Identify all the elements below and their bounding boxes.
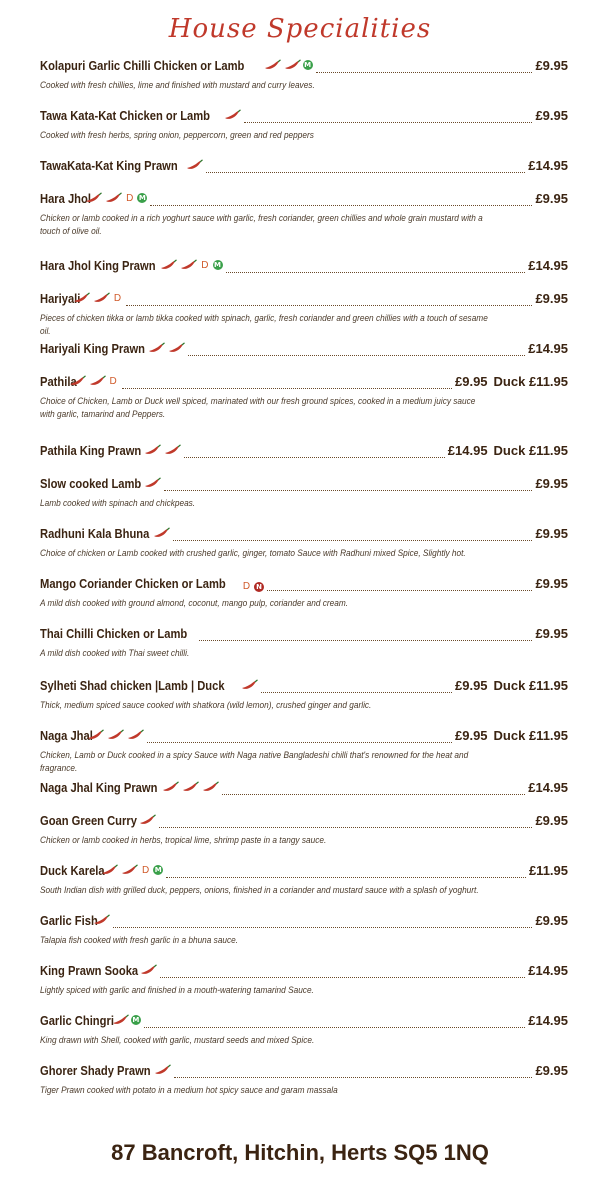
price-value: £9.95 — [535, 191, 568, 206]
price-value: £14.95 — [528, 780, 568, 795]
dish-icons — [241, 581, 264, 592]
dish-name: Hariyali King Prawn — [40, 341, 146, 356]
dish-description: Chicken or lamb cooked in herbs, tropical lime, shrimp paste in a tangy sauce. — [40, 835, 327, 845]
dairy-icon: D — [242, 581, 251, 592]
menu-item-row — [40, 1013, 568, 1033]
menu-item-row — [40, 813, 568, 833]
price-value: £9.95 — [535, 58, 568, 73]
price-value: £9.95 — [535, 526, 568, 541]
dot-leader — [226, 264, 526, 273]
dish-price — [528, 258, 568, 273]
dish-price — [535, 813, 568, 828]
dish-price — [535, 476, 568, 491]
mild-badge-icon: M — [154, 866, 162, 874]
dish-name: Garlic Fish — [40, 913, 98, 928]
dish-name: Goan Green Curry — [40, 813, 137, 828]
chili-icon — [179, 259, 197, 271]
dish-icons — [143, 477, 161, 489]
price-value: £9.95 — [535, 626, 568, 641]
dish-description: Tiger Prawn cooked with potato in a medium hot spicy sauce and garam massala — [40, 1085, 338, 1095]
dot-leader — [267, 582, 532, 591]
dish-icons — [92, 914, 110, 926]
menu-item-row — [40, 963, 568, 983]
dot-leader — [316, 64, 533, 73]
chili-icon — [68, 375, 86, 387]
dish-description: Chicken or lamb cooked in a rich yoghurt sauce with garlic, fresh coriander, green chillies and whole grain mustard with a touch of olive oil. — [40, 213, 483, 236]
chili-icon — [120, 864, 138, 876]
menu-item — [40, 341, 568, 361]
price-value: £9.95 — [535, 913, 568, 928]
dish-price — [528, 158, 568, 173]
chili-icon — [139, 964, 157, 976]
dish-price — [535, 1063, 568, 1078]
menu-item — [40, 678, 568, 712]
dish-name: Radhuni Kala Bhuna — [40, 526, 150, 541]
dish-icons — [139, 964, 157, 976]
dish-icons — [138, 814, 156, 826]
menu-item — [40, 108, 568, 142]
menu-item-row — [40, 863, 568, 883]
dish-price — [448, 443, 568, 458]
price-value: £9.95 — [535, 576, 568, 591]
dish-name: Mango Coriander Chicken or Lamb — [40, 576, 226, 591]
dish-description: Choice of Chicken, Lamb or Duck well spiced, marinated with our fresh ground spices, cooked in a medium juicy sauce with garlic, tamarind and Peppers. — [40, 396, 476, 419]
dish-name: King Prawn Sooka — [40, 963, 139, 978]
menu-item-row — [40, 780, 568, 800]
chili-icon — [163, 444, 181, 456]
menu-item-row — [40, 291, 568, 311]
dish-icons — [111, 1014, 141, 1026]
chili-icon — [84, 192, 102, 204]
dot-leader — [261, 684, 452, 693]
dish-price — [535, 291, 568, 306]
dish-description: Cooked with fresh chillies, lime and finished with mustard and curry leaves. — [40, 80, 315, 90]
menu-title: House Specialities — [168, 14, 432, 44]
menu-item-row — [40, 526, 568, 546]
chili-icon — [263, 59, 281, 71]
menu-item — [40, 1063, 568, 1097]
menu-item — [40, 813, 568, 847]
chili-icon — [92, 914, 110, 926]
dish-description: South Indian dish with grilled duck, peppers, onions, finished in a coriander and mustard sauce with a splash of yoghurt. — [40, 885, 479, 895]
dish-icons — [240, 679, 258, 691]
menu-item-row — [40, 1063, 568, 1083]
chili-icon — [152, 527, 170, 539]
dish-name: Thai Chilli Chicken or Lamb — [40, 626, 188, 641]
menu-item — [40, 780, 568, 800]
dish-name: Pathila — [40, 374, 77, 389]
menu-item — [40, 476, 568, 510]
chili-icon — [126, 729, 144, 741]
menu-item — [40, 913, 568, 947]
dish-price — [528, 341, 568, 356]
dot-leader — [147, 734, 452, 743]
dish-price — [528, 780, 568, 795]
menu-item-row — [40, 191, 568, 211]
dish-icons — [86, 729, 144, 741]
chili-icon — [86, 729, 104, 741]
price-value: £14.95 — [528, 963, 568, 978]
dish-price — [535, 526, 568, 541]
dish-description: Talapia fish cooked with fresh garlic in a bhuna sauce. — [40, 935, 239, 945]
menu-item-row — [40, 158, 568, 178]
price-value: £14.95 — [528, 341, 568, 356]
dish-description: Chicken, Lamb or Duck cooked in a spicy Sauce with Naga native Bangladeshi chilli that's renowned for the heat and fragrance. — [40, 750, 469, 773]
chili-icon — [185, 159, 203, 171]
menu-item — [40, 374, 568, 421]
dish-icons — [161, 781, 219, 793]
price-value: £14.95 — [528, 258, 568, 273]
dish-name: Ghorer Shady Prawn — [40, 1063, 151, 1078]
menu-item-row — [40, 341, 568, 361]
dish-description: Thick, medium spiced sauce cooked with shatkora (wild lemon), crushed ginger and garlic. — [40, 700, 372, 710]
dairy-icon: D — [201, 259, 209, 271]
dot-leader — [164, 482, 533, 491]
dish-icons — [159, 259, 222, 271]
mild-badge-icon: M — [138, 194, 146, 202]
mild-badge-icon: M — [214, 261, 221, 269]
dairy-icon: D — [142, 864, 150, 876]
price-value: £9.95 — [535, 476, 568, 491]
dairy-icon: D — [126, 192, 134, 204]
dairy-icon: D — [113, 292, 122, 304]
chili-icon — [223, 109, 241, 121]
price-value: £9.95 — [455, 728, 488, 743]
dish-icons — [185, 159, 203, 171]
chili-icon — [161, 781, 179, 793]
chili-icon — [92, 292, 110, 304]
chili-icon — [111, 1014, 129, 1026]
menu-item-row — [40, 476, 568, 496]
dish-description: A mild dish cooked with ground almond, coconut, mango pulp, coriander and cream. — [40, 598, 349, 608]
dot-leader — [188, 347, 525, 356]
menu-item — [40, 863, 568, 897]
dish-icons — [223, 109, 241, 121]
menu-item — [40, 526, 568, 560]
dish-name: Hara Jhol King Prawn — [40, 258, 156, 273]
menu-item-row — [40, 108, 568, 128]
price-value: £14.95 — [447, 443, 488, 458]
duck-price: Duck £11.95 — [493, 374, 568, 389]
price-value: £9.95 — [455, 374, 488, 389]
dish-name: Naga Jhal King Prawn — [40, 780, 158, 795]
dish-icons — [143, 444, 181, 456]
dairy-icon: D — [109, 375, 117, 387]
chili-icon — [153, 1064, 171, 1076]
dish-name: Hara Jhol — [40, 191, 91, 206]
chili-icon — [100, 864, 118, 876]
dish-icons — [153, 1064, 171, 1076]
dish-name: TawaKata-Kat King Prawn — [40, 158, 178, 173]
price-value: £11.95 — [528, 863, 568, 878]
duck-price: Duck £11.95 — [493, 678, 568, 693]
price-value: £9.95 — [535, 1063, 568, 1078]
dot-leader — [113, 919, 532, 928]
dish-icons — [84, 192, 147, 204]
mild-badge-icon: M — [304, 61, 312, 69]
dot-leader — [222, 786, 525, 795]
dot-leader — [160, 969, 525, 978]
dish-price — [535, 626, 568, 641]
dish-price — [535, 576, 568, 591]
dish-price — [529, 863, 568, 878]
price-value: £14.95 — [528, 1013, 568, 1028]
menu-item — [40, 58, 568, 92]
menu-item — [40, 626, 568, 660]
menu-item-row — [40, 626, 568, 646]
dot-leader — [144, 1019, 525, 1028]
dish-name: Duck Karela — [40, 863, 105, 878]
dot-leader — [150, 197, 532, 206]
dish-icons — [152, 527, 170, 539]
chili-icon — [106, 729, 124, 741]
chili-icon — [181, 781, 199, 793]
price-value: £9.95 — [535, 108, 568, 123]
menu-item — [40, 291, 568, 338]
dish-name: Naga Jhal — [40, 728, 93, 743]
menu-item — [40, 963, 568, 997]
price-value: £9.95 — [455, 678, 488, 693]
dot-leader — [126, 297, 532, 306]
dish-price — [528, 963, 568, 978]
dish-name: Sylheti Shad chicken |Lamb | Duck — [40, 678, 225, 693]
dot-leader — [159, 819, 533, 828]
price-value: £9.95 — [535, 291, 568, 306]
price-value: £9.95 — [535, 813, 568, 828]
dish-icons — [147, 342, 185, 354]
menu-item-row — [40, 728, 568, 748]
menu-item — [40, 191, 568, 238]
chili-icon — [72, 292, 90, 304]
dish-description: Lamb cooked with spinach and chickpeas. — [40, 498, 196, 508]
dish-icons — [263, 59, 313, 71]
dish-description: A mild dish cooked with Thai sweet chilli. — [40, 648, 190, 658]
dish-name: Garlic Chingri — [40, 1013, 114, 1028]
menu-item — [40, 728, 568, 775]
dish-price — [535, 191, 568, 206]
mild-badge-icon: M — [132, 1016, 140, 1024]
dish-icons — [72, 292, 123, 304]
dot-leader — [199, 632, 532, 641]
chili-icon — [283, 59, 301, 71]
chili-icon — [88, 375, 106, 387]
dish-icons — [68, 375, 119, 387]
menu-item-row — [40, 374, 568, 394]
dish-icons — [100, 864, 163, 876]
nut-badge-icon: N — [254, 582, 264, 592]
menu-item — [40, 576, 568, 610]
chili-icon — [147, 342, 165, 354]
price-value: £14.95 — [528, 158, 568, 173]
menu-item-row — [40, 58, 568, 78]
menu-item — [40, 443, 568, 463]
chili-icon — [143, 444, 161, 456]
dish-description: Pieces of chicken tikka or lamb tikka cooked with spinach, garlic, fresh coriander and green chillies with a touch of sesame oil. — [40, 313, 488, 336]
dish-description: Choice of chicken or Lamb cooked with crushed garlic, ginger, tomato Sauce with Radhuni mixed Spice, Slightly hot. — [40, 548, 466, 558]
menu-item-row — [40, 913, 568, 933]
dot-leader — [184, 449, 445, 458]
dot-leader — [174, 1069, 532, 1078]
chili-icon — [143, 477, 161, 489]
dot-leader — [122, 380, 452, 389]
menu-item — [40, 258, 568, 278]
menu-item-row — [40, 443, 568, 463]
duck-price: Duck £11.95 — [493, 443, 568, 458]
dish-price — [455, 374, 568, 389]
dot-leader — [173, 532, 532, 541]
dish-name: Tawa Kata-Kat Chicken or Lamb — [40, 108, 211, 123]
dish-description: King drawn with Shell, cooked with garlic, mustard seeds and mixed Spice. — [40, 1035, 315, 1045]
chili-icon — [167, 342, 185, 354]
chili-icon — [104, 192, 122, 204]
chili-icon — [159, 259, 177, 271]
dish-description: Cooked with fresh herbs, spring onion, peppercorn, green and red peppers — [40, 130, 314, 140]
chili-icon — [138, 814, 156, 826]
dish-price — [528, 1013, 568, 1028]
dot-leader — [166, 869, 526, 878]
menu-item — [40, 158, 568, 178]
dish-price — [455, 678, 568, 693]
dish-name: Hariyali — [40, 291, 81, 306]
dish-price — [535, 108, 568, 123]
dish-price — [535, 58, 568, 73]
dish-name: Pathila King Prawn — [40, 443, 142, 458]
duck-price: Duck £11.95 — [493, 728, 568, 743]
chili-icon — [240, 679, 258, 691]
dish-price — [535, 913, 568, 928]
menu-item-row — [40, 576, 568, 596]
dish-name: Kolapuri Garlic Chilli Chicken or Lamb — [40, 58, 245, 73]
dish-name: Slow cooked Lamb — [40, 476, 142, 491]
dish-description: Lightly spiced with garlic and finished in a mouth-watering tamarind Sauce. — [40, 985, 314, 995]
dot-leader — [244, 114, 533, 123]
menu-item — [40, 1013, 568, 1047]
dot-leader — [206, 164, 525, 173]
menu-item-row — [40, 678, 568, 698]
restaurant-address: 87 Bancroft, Hitchin, Herts SQ5 1NQ — [111, 1140, 489, 1165]
chili-icon — [201, 781, 219, 793]
menu-item-row — [40, 258, 568, 278]
dish-price — [455, 728, 568, 743]
